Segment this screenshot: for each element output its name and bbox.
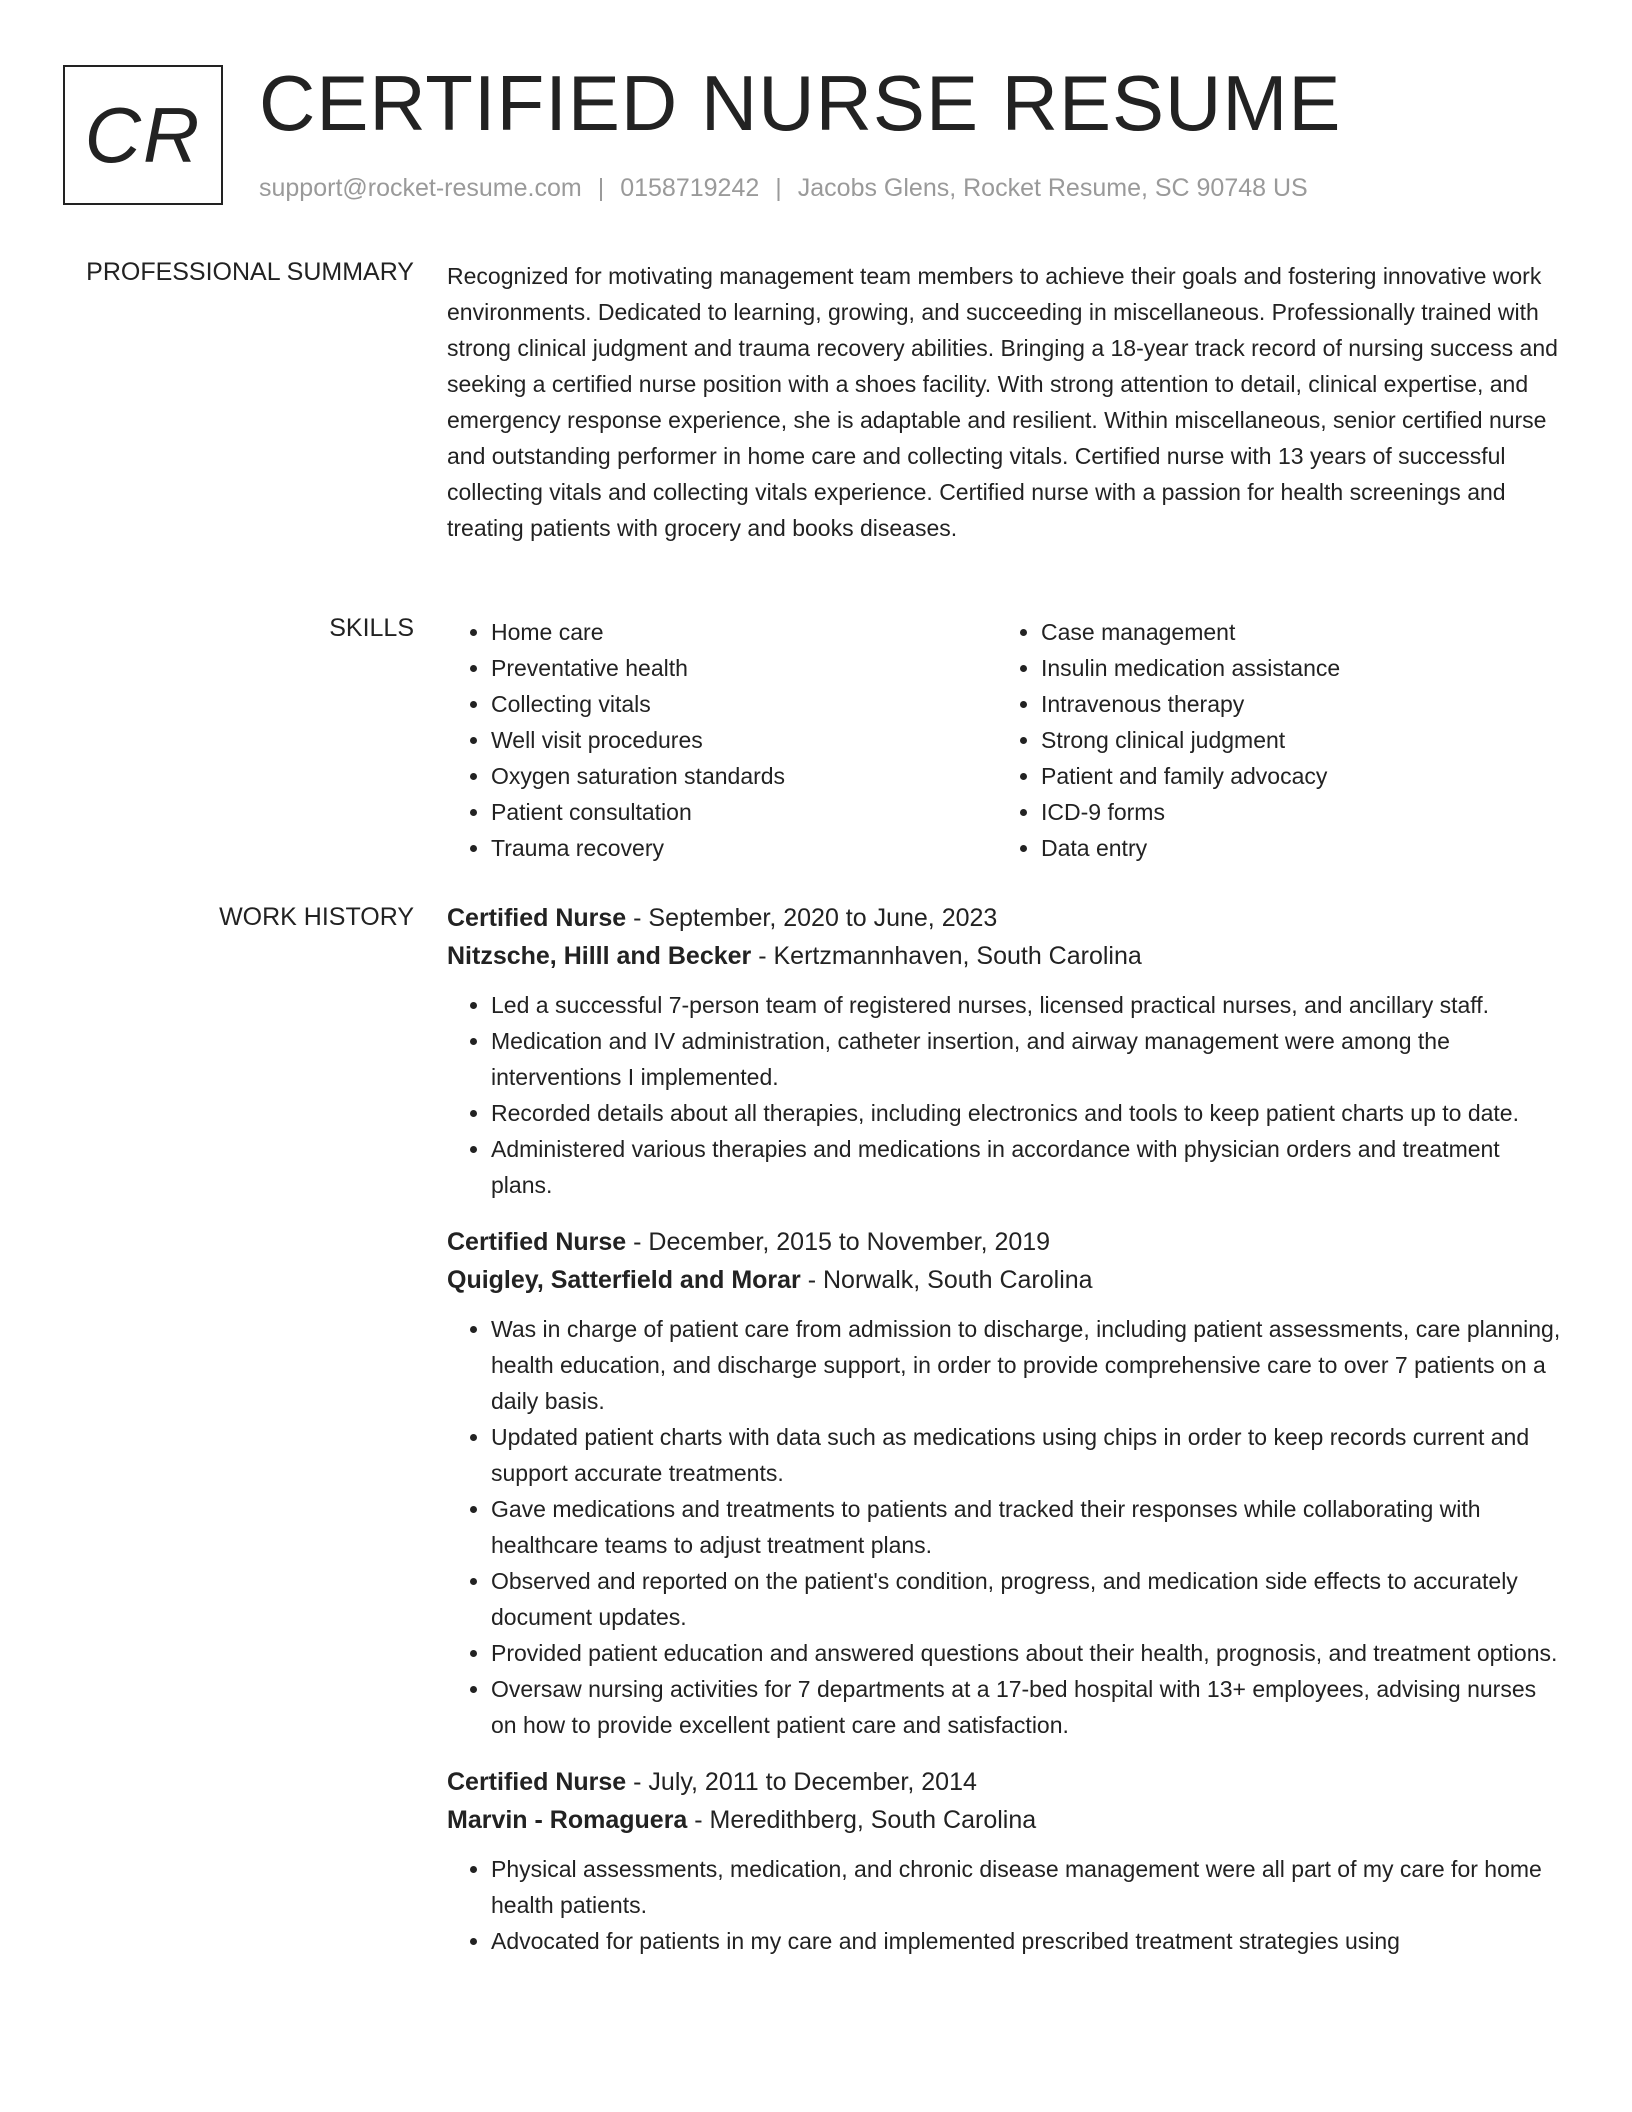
skills-section	[447, 614, 1567, 866]
job-employer-line	[447, 1801, 1567, 1839]
skills-list-right	[997, 614, 1547, 866]
skill-item: • Strong clinical judgment	[1041, 722, 1547, 758]
job-employer-line	[447, 937, 1567, 975]
contact-separator: |	[775, 174, 782, 202]
job-location: - Kertzmannhaven, South Carolina	[751, 942, 1142, 970]
skill-item: • Insulin medication assistance	[1041, 650, 1547, 686]
job-bullet: • Physical assessments, medication, and chronic disease management were all part of my care for home health patients.	[491, 1851, 1567, 1923]
job-bullets	[447, 987, 1567, 1203]
summary-text: Recognized for motivating management team members to achieve their goals and fostering innovative work environments. Dedicated to learning, growing, and succeeding in miscellaneous. Professionally trained with strong clinical judgment and trauma recovery abilities. Bringing a 18-year track record of nursing success and seeking a certified nurse position with a shoes facility. With strong attention to detail, clinical expertise, and emergency response experience, she is adaptable and resilient. Within miscellaneous, senior certified nurse and outstanding performer in home care and collecting vitals. Certified nurse with 13 years of successful collecting vitals and collecting vitals experience. Certified nurse with a passion for health screenings and treating patients with grocery and books diseases.	[447, 263, 1558, 541]
skills-list-left	[447, 614, 997, 866]
skill-item: • Patient and family advocacy	[1041, 758, 1547, 794]
skill-item: • Data entry	[1041, 830, 1547, 866]
contact-phone: 0158719242	[620, 174, 760, 202]
job-title-line	[447, 1223, 1567, 1261]
job-bullet: • Oversaw nursing activities for 7 departments at a 17-bed hospital with 13+ employees, advising nurses on how to provide excellent patient care and satisfaction.	[491, 1671, 1567, 1743]
job-dates: - July, 2011 to December, 2014	[626, 1768, 977, 1796]
skill-item: • Patient consultation	[491, 794, 997, 830]
contact-separator: |	[597, 174, 605, 202]
job-title-line	[447, 899, 1567, 937]
skill-item: • Preventative health	[491, 650, 997, 686]
skill-item: • Home care	[491, 614, 997, 650]
job-bullet: • Administered various therapies and medications in accordance with physician orders and treatment plans.	[491, 1131, 1567, 1203]
job-entry	[447, 899, 1567, 1203]
job-entry	[447, 1223, 1567, 1743]
contact-line	[259, 174, 1308, 203]
skill-item: • ICD-9 forms	[1041, 794, 1547, 830]
job-bullet: • Was in charge of patient care from admission to discharge, including patient assessments, care planning, health education, and discharge support, in order to provide comprehensive care to over 7 patients on a daily basis.	[491, 1311, 1567, 1419]
resume-title: CERTIFIED NURSE RESUME	[259, 59, 1342, 147]
skill-item: • Well visit procedures	[491, 722, 997, 758]
skill-item: • Collecting vitals	[491, 686, 997, 722]
job-dates: - December, 2015 to November, 2019	[626, 1228, 1051, 1256]
work-history-heading: WORK HISTORY	[219, 903, 414, 931]
summary-heading: PROFESSIONAL SUMMARY	[86, 258, 414, 286]
job-title: Certified Nurse	[447, 904, 627, 932]
job-bullet: • Provided patient education and answered questions about their health, prognosis, and treatment options.	[491, 1635, 1567, 1671]
job-title: Certified Nurse	[447, 1768, 627, 1796]
work-history-section	[447, 899, 1567, 1979]
skill-item: • Oxygen saturation standards	[491, 758, 997, 794]
skill-item: • Intravenous therapy	[1041, 686, 1547, 722]
job-bullet: • Medication and IV administration, catheter insertion, and airway management were among the interventions I implemented.	[491, 1023, 1567, 1095]
job-bullets	[447, 1851, 1567, 1959]
job-location: - Meredithberg, South Carolina	[687, 1806, 1037, 1834]
skill-item: • Trauma recovery	[491, 830, 997, 866]
job-location: - Norwalk, South Carolina	[800, 1266, 1093, 1294]
job-title-line	[447, 1763, 1567, 1801]
skill-item: • Case management	[1041, 614, 1547, 650]
job-bullet: • Gave medications and treatments to patients and tracked their responses while collaborating with healthcare teams to adjust treatment plans.	[491, 1491, 1567, 1563]
job-entry	[447, 1763, 1567, 1959]
job-bullets	[447, 1311, 1567, 1743]
job-employer: Nitzsche, Hilll and Becker	[447, 942, 752, 970]
job-dates: - September, 2020 to June, 2023	[626, 904, 998, 932]
monogram: CR	[63, 65, 223, 205]
job-employer-line	[447, 1261, 1567, 1299]
summary-section	[447, 258, 1567, 546]
job-title: Certified Nurse	[447, 1228, 627, 1256]
job-employer: Quigley, Satterfield and Morar	[447, 1266, 801, 1294]
job-bullet: • Recorded details about all therapies, including electronics and tools to keep patient charts up to date.	[491, 1095, 1567, 1131]
skills-heading: SKILLS	[329, 614, 414, 642]
job-bullet: • Advocated for patients in my care and implemented prescribed treatment strategies using	[491, 1923, 1567, 1959]
job-bullet: • Updated patient charts with data such as medications using chips in order to keep records current and support accurate treatments.	[491, 1419, 1567, 1491]
job-bullet: • Observed and reported on the patient's condition, progress, and medication side effects to accurately document updates.	[491, 1563, 1567, 1635]
job-employer: Marvin - Romaguera	[447, 1806, 688, 1834]
contact-email: support@rocket-resume.com	[259, 174, 582, 202]
job-bullet: • Led a successful 7-person team of registered nurses, licensed practical nurses, and ancillary staff.	[491, 987, 1567, 1023]
contact-address: Jacobs Glens, Rocket Resume, SC 90748 US	[797, 174, 1308, 202]
